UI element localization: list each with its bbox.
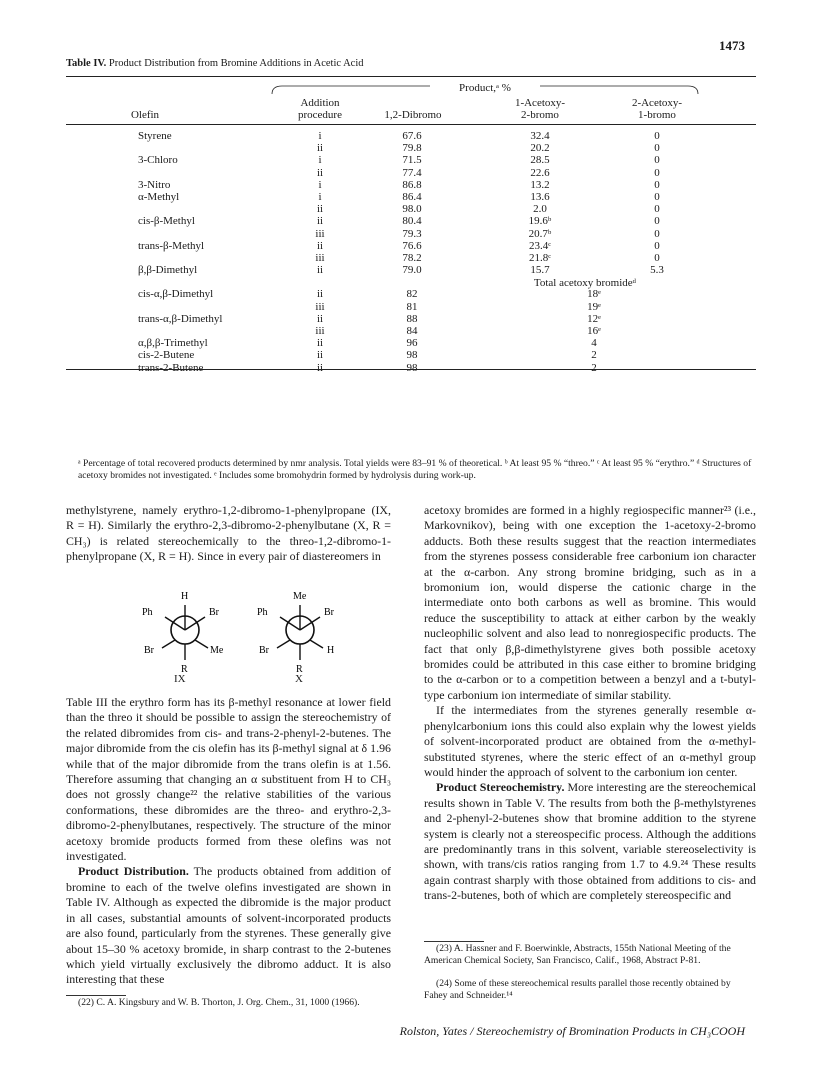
x-bottom: R <box>296 664 303 675</box>
row-olefin: cis-α,β-Dimethyl <box>138 288 214 301</box>
left-column-bottom <box>66 695 391 988</box>
x-lower-left: Br <box>259 645 269 656</box>
row-procedure: ii <box>316 361 324 374</box>
table-bottom-rule <box>66 369 756 370</box>
row-dibromo: 82 <box>406 288 418 301</box>
product-stereochemistry-heading: Product Stereochemistry. <box>436 780 565 795</box>
table-caption-label: Table IV. <box>66 58 107 69</box>
newman-projections <box>130 585 370 685</box>
row-2-acetoxy-1-bromo: 5.3 <box>650 264 664 277</box>
label-x: X <box>295 673 303 685</box>
header-1-acetoxy: 1-Acetoxy- <box>514 97 566 109</box>
row-procedure: ii <box>316 239 324 252</box>
row-dibromo: 71.5 <box>402 154 422 167</box>
row-procedure: iii <box>315 300 325 313</box>
left-paragraph-2: Table III the erythro form has its β-methyl resonance at lower field than the threo it should be possible to assign the stereochemistry of the related dibromides from cis- and trans-2-phenyl-2-butenes. The major dibromide from the cis olefin has its β-methyl signal at δ 1.96 while that of the major dibromide from the trans olefin is at 1.56. Therefore assuming that changing an α substituent from H to CH₃ does not grossly change²² the relative stabilities of the various conformations, these dibromides are the threo- and erythro-2,3-dibromo-2-phenylbutanes, respectively. The structure of the minor acetoxy bromide products formed from these olefins was not investigated. <box>66 695 391 864</box>
right-paragraph-3 <box>424 780 756 903</box>
header-olefin: Olefin <box>130 109 160 121</box>
row-2-acetoxy-1-bromo: 0 <box>654 191 660 203</box>
row-dibromo: 88 <box>406 312 418 325</box>
row-procedure: iii <box>315 325 325 337</box>
row-dibromo: 79.3 <box>402 227 422 240</box>
header-dibromo: 1,2-Dibromo <box>384 109 442 121</box>
row-dibromo: 98.0 <box>402 203 422 216</box>
reference-23: (23) A. Hassner and F. Boerwinkle, Abstracts, 155th National Meeting of the American Chemical Society, San Francisco, Calif., 1968, Abstract P-81. <box>424 943 731 966</box>
structure-ix <box>142 591 224 675</box>
row-2-acetoxy-1-bromo: 0 <box>654 142 660 155</box>
row-procedure: ii <box>316 312 324 325</box>
x-upper-left: Ph <box>257 607 268 618</box>
page-number: 1473 <box>719 38 745 53</box>
left-column-top <box>66 503 391 565</box>
row-1-acetoxy-2-bromo: 28.5 <box>530 154 550 167</box>
row-1-acetoxy-2-bromo: 20.7ᵇ <box>528 227 552 240</box>
row-procedure: ii <box>316 264 324 277</box>
row-procedure: i <box>318 130 322 142</box>
row-2-acetoxy-1-bromo: 0 <box>654 203 660 216</box>
left-paragraph-1: methylstyrene, namely erythro-1,2-dibromo-1-phenylpropane (IX, R = H). Similarly the erythro-2,3-dibromo-2-phenylbutane (X, R = CH₃) is related stereochemically to the threo-1,2-dibromo-1-phenylpropane (X, R = H). Since in every pair of diastereomers in <box>66 503 391 564</box>
row-total-acetoxy-bromide: 19ᵉ <box>587 300 601 313</box>
header-2-bromo: 2-bromo <box>521 109 559 121</box>
row-dibromo: 79.0 <box>402 264 422 277</box>
row-2-acetoxy-1-bromo: 0 <box>654 130 660 142</box>
row-dibromo: 84 <box>406 325 418 337</box>
row-1-acetoxy-2-bromo: 2.0 <box>533 203 547 216</box>
table-caption-text: Product Distribution from Bromine Additions in Acetic Acid <box>108 58 364 69</box>
row-1-acetoxy-2-bromo: 21.8ᶜ <box>528 252 552 264</box>
left-paragraph-3 <box>66 864 391 987</box>
row-procedure: ii <box>316 215 324 228</box>
row-dibromo: 96 <box>406 337 418 350</box>
row-1-acetoxy-2-bromo: 23.4ᶜ <box>528 239 552 252</box>
row-procedure: ii <box>316 166 324 179</box>
header-product: Product,ᵃ % <box>430 82 540 94</box>
row-total-acetoxy-bromide: 4 <box>591 337 597 350</box>
row-2-acetoxy-1-bromo: 0 <box>654 215 660 228</box>
row-olefin: Styrene <box>138 130 172 142</box>
header-2-acetoxy: 2-Acetoxy- <box>631 97 683 109</box>
row-1-acetoxy-2-bromo: 15.7 <box>530 264 550 277</box>
left-ref-rule <box>66 995 126 996</box>
row-procedure: i <box>318 154 322 167</box>
label-ix: IX <box>174 673 186 685</box>
row-olefin: cis-β-Methyl <box>138 215 195 228</box>
row-2-acetoxy-1-bromo: 0 <box>654 239 660 252</box>
right-ref-rule <box>424 941 484 942</box>
row-procedure: ii <box>316 337 324 350</box>
row-2-acetoxy-1-bromo: 0 <box>654 154 660 167</box>
row-2-acetoxy-1-bromo: 0 <box>654 178 660 191</box>
row-olefin: 3-Nitro <box>138 178 171 191</box>
row-1-acetoxy-2-bromo: 13.6 <box>530 191 550 203</box>
row-dibromo: 76.6 <box>402 239 422 252</box>
row-dibromo: 77.4 <box>402 166 422 179</box>
ix-bottom: R <box>181 664 188 675</box>
row-total-acetoxy-bromide: 16ᵉ <box>587 325 601 337</box>
row-total-acetoxy-bromide: 2 <box>591 349 597 362</box>
page-footer: Rolston, Yates / Stereochemistry of Bromination Products in CH₃COOH <box>399 1024 745 1038</box>
ix-upper-left: Ph <box>142 607 153 618</box>
row-1-acetoxy-2-bromo: 22.6 <box>530 166 550 179</box>
row-olefin: 3-Chloro <box>138 154 178 167</box>
reference-22: (22) C. A. Kingsbury and W. B. Thorton, J. Org. Chem., 31, 1000 (1966). <box>78 997 360 1008</box>
row-procedure: ii <box>316 142 324 155</box>
row-procedure: ii <box>316 288 324 301</box>
row-dibromo: 79.8 <box>402 142 422 155</box>
row-olefin: β,β-Dimethyl <box>138 264 198 277</box>
x-top: Me <box>293 591 307 602</box>
row-2-acetoxy-1-bromo: 0 <box>654 252 660 264</box>
row-olefin: trans-β-Methyl <box>138 239 205 252</box>
ix-upper-right: Br <box>209 607 219 618</box>
product-distribution-heading: Product Distribution. <box>78 864 189 879</box>
row-1-acetoxy-2-bromo: 20.2 <box>530 142 550 155</box>
header-addition: Addition <box>300 97 340 109</box>
row-1-acetoxy-2-bromo: 32.4 <box>530 130 550 142</box>
row-dibromo: 98 <box>406 361 418 374</box>
row-dibromo: 98 <box>406 349 418 362</box>
x-upper-right: Br <box>324 607 334 618</box>
table-caption <box>66 58 364 69</box>
row-dibromo: 86.8 <box>402 178 422 191</box>
header-procedure: procedure <box>298 109 342 121</box>
header-1-bromo: 1-bromo <box>638 109 676 121</box>
row-total-acetoxy-bromide: 18ᵉ <box>587 288 601 301</box>
row-olefin: trans-α,β-Dimethyl <box>138 312 223 325</box>
right-column <box>424 503 756 904</box>
x-lower-right: H <box>327 645 335 656</box>
row-procedure: ii <box>316 349 324 362</box>
ix-lower-left: Br <box>144 645 154 656</box>
ix-top: H <box>181 591 189 602</box>
row-olefin: α,β,β-Trimethyl <box>138 337 208 350</box>
row-2-acetoxy-1-bromo: 0 <box>654 166 660 179</box>
row-procedure: i <box>318 178 322 191</box>
table-footnote: ᵃ Percentage of total recovered products determined by nmr analysis. Total yields were 83–91 % of theoretical. ᵇ At least 95 % “threo.” ᶜ At least 95 % “erythro.” ᵈ Structures of acetoxy bromides not investigated. ᵉ Includes some bromohydrin formed by hydrolysis during work-up. <box>78 458 752 481</box>
row-procedure: ii <box>316 203 324 216</box>
row-olefin: trans-2-Butene <box>138 361 204 374</box>
reference-24: (24) Some of these stereochemical results parallel those recently obtained by Fahey and Schneider.¹⁴ <box>424 978 731 1001</box>
right-paragraph-1: acetoxy bromides are formed in a highly regiospecific manner²³ (i.e., Markovnikov), being with one exception the 1-acetoxy-2-bromo adducts. Both these results suggest that the reaction intermediates from the styrenes possess considerable free carbonium ion character at the α-carbon. Any strong bromine bridging, such as in a bromonium ion, would disperse the cationic charge in the intermediate onto both carbons as well as bromine. This would reduce the susceptibility to attack at either carbon by the weakly nucleophilic solvent and also lead to nonregiospecific products. The fact that only β,β-dimethylstyrene gives both possible acetoxy bromides could be attributed in this case either to bromine bridging to the α-carbon or to a competition between a benzyl and a t-butyl-type carbonium ion intermediate of similar stability. <box>424 503 756 702</box>
row-olefin: cis-2-Butene <box>138 349 195 362</box>
row-dibromo: 78.2 <box>402 252 422 264</box>
right-paragraph-3-body: More interesting are the stereochemical results shown in Table V. The results from both the β-methylstyrenes and 2-phenyl-2-butenes show that bromine addition to the styrene system is clearly not a stereospecific process. Although the additions are predominantly trans in this solvent, variable stereoselectivity is shown, with trans/cis ratios ranging from 1.7 to 4.9.²⁴ These results again contrast sharply with those obtained from additions to cis- and trans-2-butenes, both of which are completely stereospecific and <box>424 780 756 903</box>
total-acetoxy-header: Total acetoxy bromideᵈ <box>533 277 637 289</box>
row-procedure: iii <box>315 227 325 240</box>
row-total-acetoxy-bromide: 2 <box>591 361 597 374</box>
row-total-acetoxy-bromide: 12ᵉ <box>587 312 601 325</box>
row-1-acetoxy-2-bromo: 13.2 <box>530 178 550 191</box>
row-dibromo: 80.4 <box>402 215 422 228</box>
row-olefin: α-Methyl <box>138 191 180 203</box>
row-1-acetoxy-2-bromo: 19.6ᵇ <box>528 215 552 228</box>
row-dibromo: 86.4 <box>402 191 422 203</box>
table-header-rule <box>66 124 756 125</box>
row-dibromo: 81 <box>406 300 418 313</box>
ix-lower-right: Me <box>210 645 224 656</box>
row-procedure: iii <box>315 252 325 264</box>
row-2-acetoxy-1-bromo: 0 <box>654 227 660 240</box>
structure-x <box>257 591 335 675</box>
row-dibromo: 67.6 <box>402 130 422 142</box>
table-top-rule <box>66 76 756 77</box>
right-paragraph-2: If the intermediates from the styrenes generally resemble α-phenylcarbonium ions this could also explain why the lowest yields of solvent-incorporated product are obtained from the α-methyl-substituted styrenes, where the steric effect of an α-methyl group would hinder the approach of solvent to the carbonium ion center. <box>424 703 756 779</box>
row-procedure: i <box>318 191 322 203</box>
left-paragraph-3-body: The products obtained from addition of bromine to each of the twelve olefins investigated are shown in Table IV. Although as expected the dibromide is the major product in all cases, substantial amounts of solvent-incorporated products are also found, particularly from the styrenes. These generally give about 15–30 % acetoxy bromide, in sharp contrast to the 2-butenes which yield virtually exclusively the dibromo adduct. It is also interesting that these <box>66 864 391 987</box>
